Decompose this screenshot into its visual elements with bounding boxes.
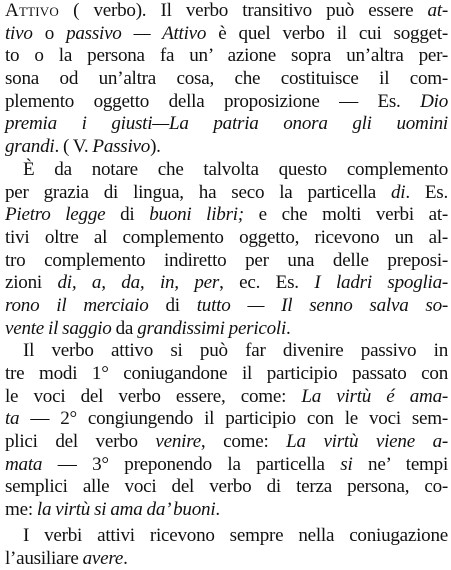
text-run: , come: — [201, 431, 286, 452]
italic-text: tivo — [5, 23, 33, 44]
text-run: ). — [150, 136, 161, 157]
text-run: è quel verbo il cui sogget- — [206, 23, 448, 44]
text-run: e che molti verbi at- — [244, 204, 448, 225]
text-run: to o la persona fa un’ azione sopra un’altra per- — [5, 45, 448, 66]
headword: Attivo — [5, 0, 59, 21]
text-run: di — [149, 295, 197, 316]
text-line — [5, 159, 448, 182]
italic-text: Pietro legge — [5, 204, 105, 225]
text-line — [5, 227, 448, 250]
text-run: È da notare che talvolta questo complemento — [23, 159, 448, 180]
italic-text: grandissimi pericoli — [137, 318, 286, 339]
text-line — [5, 318, 448, 341]
text-line — [5, 386, 448, 409]
italic-text: Passivo — [92, 136, 150, 157]
text-line — [5, 23, 448, 46]
text-line — [5, 476, 448, 499]
text-line — [5, 295, 448, 318]
text-line — [5, 454, 448, 477]
italic-text: La virtù viene a- — [286, 431, 448, 452]
text-run: l’ausiliare — [5, 548, 83, 569]
text-run: o — [33, 23, 66, 44]
dictionary-entry — [5, 0, 448, 495]
italic-text: avere — [83, 548, 123, 569]
text-run: . ( V. — [54, 136, 92, 157]
text-run: per grazia di lingua, ha seco la particella — [5, 182, 391, 203]
text-run: I verbi attivi ricevono sempre nella coniugazione — [23, 525, 448, 546]
text-line — [5, 204, 448, 227]
text-line — [5, 182, 448, 205]
text-line — [5, 0, 448, 23]
text-run: . Es. — [405, 182, 448, 203]
text-line — [5, 113, 448, 136]
italic-text: grandi — [5, 136, 54, 157]
italic-text: Dio — [420, 91, 448, 112]
text-line — [5, 250, 448, 273]
text-run: me: — [5, 499, 37, 520]
text-run: , ec. Es. — [219, 272, 314, 293]
text-run: plici del verbo — [5, 431, 155, 452]
text-run: ne’ tempi — [353, 454, 448, 475]
paragraph-particle-note — [5, 159, 448, 341]
text-run: da — [112, 318, 138, 339]
text-line — [5, 340, 448, 363]
italic-text: vente il saggio — [5, 318, 112, 339]
paragraph-auxiliary-note — [5, 525, 448, 570]
text-run: . — [286, 318, 291, 339]
italic-text: La virtù é ama- — [301, 386, 448, 407]
text-run: di — [105, 204, 149, 225]
text-line — [5, 408, 448, 431]
italic-text: I ladri spoglia- — [314, 272, 448, 293]
italic-text: buoni libri; — [149, 204, 244, 225]
italic-text: at- — [428, 0, 448, 21]
italic-text: di — [391, 182, 405, 203]
text-run: Il verbo attivo si può far divenire passivo in — [23, 340, 448, 361]
paragraph-definition — [5, 0, 448, 159]
text-line — [5, 363, 448, 386]
text-line — [5, 68, 448, 91]
text-run: tivi oltre al complemento oggetto, ricevono un al- — [5, 227, 448, 248]
text-run: ( verbo). Il verbo transitivo può essere — [59, 0, 428, 21]
italic-text: si — [340, 454, 352, 475]
text-run: . — [123, 548, 128, 569]
text-line — [5, 548, 448, 570]
italic-text: tutto — Il senno salva so- — [197, 295, 448, 316]
text-run: le voci del verbo essere, come: — [5, 386, 301, 407]
text-run: — 3° preponendo la particella — [42, 454, 340, 475]
italic-text: mata — [5, 454, 42, 475]
italic-text: la virtù si ama da’ buoni — [37, 499, 215, 520]
text-line — [5, 525, 448, 548]
text-line — [5, 45, 448, 68]
text-run: tre modi 1° coniugandone il participio passato con — [5, 363, 448, 384]
text-run: zioni — [5, 272, 57, 293]
italic-text: di, a, da, in, per — [57, 272, 219, 293]
paragraph-passive-conversion — [5, 340, 448, 522]
text-run: tro complemento indiretto per una delle preposi- — [5, 250, 448, 271]
text-run: — 2° congiungendo il participio con le voci sem- — [19, 408, 448, 429]
text-run: semplici alle voci del verbo di terza persona, co- — [5, 476, 448, 497]
italic-text: passivo — Attivo — [66, 23, 206, 44]
text-line — [5, 136, 448, 159]
text-run: plemento oggetto della proposizione — Es. — [5, 91, 420, 112]
text-line — [5, 272, 448, 295]
italic-text: rono il merciaio — [5, 295, 149, 316]
text-line — [5, 431, 448, 454]
text-line — [5, 499, 448, 522]
text-run: sona od un’altra cosa, che costituisce il com- — [5, 68, 448, 89]
italic-text: premia i giusti—La patria onora gli uomini — [5, 113, 448, 134]
italic-text: ta — [5, 408, 19, 429]
text-run: . — [215, 499, 220, 520]
italic-text: venire — [155, 431, 201, 452]
text-line — [5, 91, 448, 114]
